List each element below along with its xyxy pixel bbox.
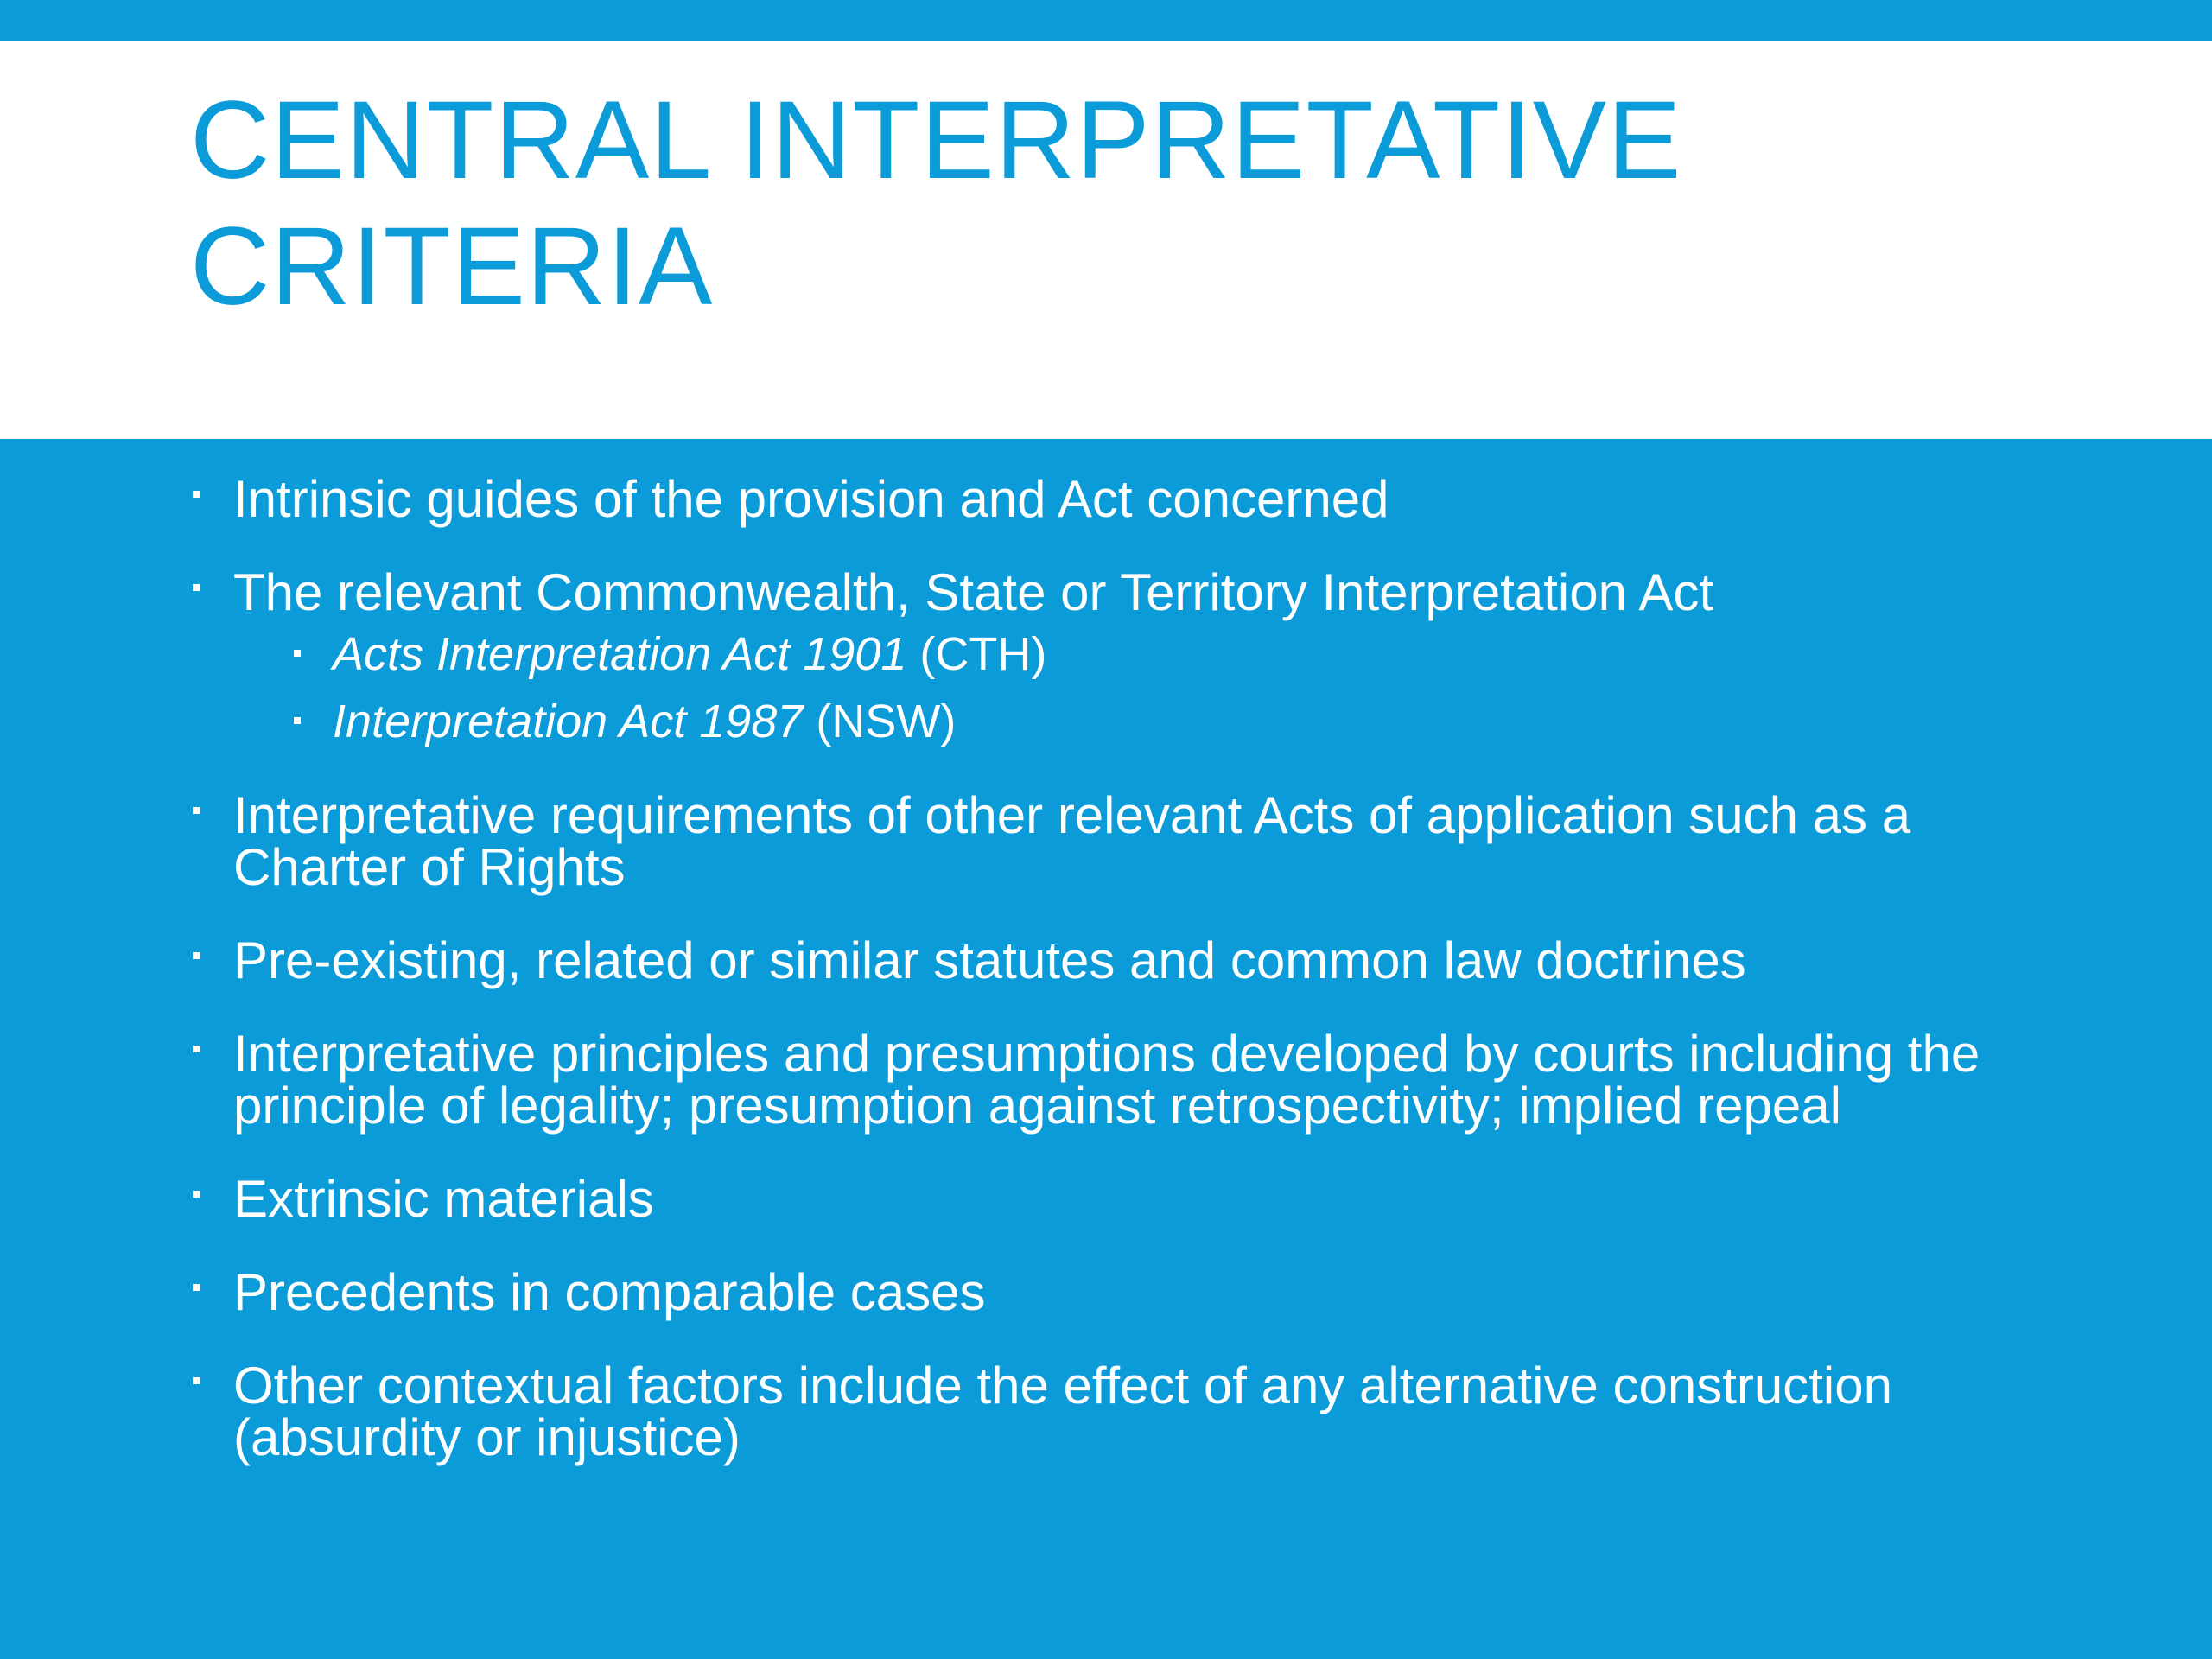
- bullet-text: Interpretative requirements of other relevant Acts of application such as a Charter of Rights: [233, 786, 1911, 896]
- bullet-text: Intrinsic guides of the provision and Act concerned: [233, 470, 1389, 528]
- slide-title: CENTRAL INTERPRETATIVE CRITERIA: [190, 79, 1682, 328]
- bullet-item-interpretation-act: [186, 563, 2044, 748]
- bullet-text: The relevant Commonwealth, State or Territory Interpretation Act: [233, 563, 1714, 621]
- square-bullet-icon: [193, 952, 200, 959]
- subitem-cth-act: [233, 627, 2044, 681]
- bullet-item-precedents: [186, 1263, 2044, 1321]
- square-bullet-icon: [193, 584, 200, 591]
- square-bullet-icon: [193, 807, 200, 814]
- square-bullet-icon: [193, 1191, 200, 1198]
- square-bullet-icon: [193, 1046, 200, 1052]
- subitem-nsw-act: [233, 695, 2044, 748]
- act-jurisdiction: (NSW): [816, 696, 957, 747]
- square-sub-bullet-icon: [294, 650, 301, 657]
- bullet-list: [186, 470, 2044, 1466]
- top-accent-band: [0, 0, 2212, 41]
- square-bullet-icon: [193, 491, 200, 498]
- bullet-item-court-principles: [186, 1025, 2044, 1135]
- act-name: Interpretation Act 1987: [333, 696, 804, 747]
- bullet-item-extrinsic-materials: [186, 1170, 2044, 1228]
- bullet-item-preexisting-statutes: [186, 931, 2044, 989]
- bullet-text: Other contextual factors include the effect of any alternative construction (absurdity or injustice): [233, 1357, 1892, 1466]
- square-sub-bullet-icon: [294, 717, 301, 724]
- sub-bullet-text: [333, 695, 956, 748]
- sub-bullet-text: [333, 627, 1046, 681]
- bullet-text: Interpretative principles and presumptions developed by courts including the principle of legality; presumption against retrospectivity; implied repeal: [233, 1025, 1980, 1135]
- interpretation-acts-sublist: [233, 627, 2044, 748]
- square-bullet-icon: [193, 1284, 200, 1291]
- act-jurisdiction: (CTH): [919, 628, 1047, 680]
- bullet-item-contextual-factors: [186, 1357, 2044, 1466]
- bullet-text: Precedents in comparable cases: [233, 1263, 986, 1321]
- bullet-text: Pre-existing, related or similar statutes and common law doctrines: [233, 931, 1746, 989]
- square-bullet-icon: [193, 1377, 200, 1384]
- bullet-item-other-acts: [186, 786, 2044, 896]
- bullet-item-intrinsic-guides: [186, 470, 2044, 528]
- act-name: Acts Interpretation Act 1901: [333, 628, 907, 680]
- bullet-text: Extrinsic materials: [233, 1170, 654, 1228]
